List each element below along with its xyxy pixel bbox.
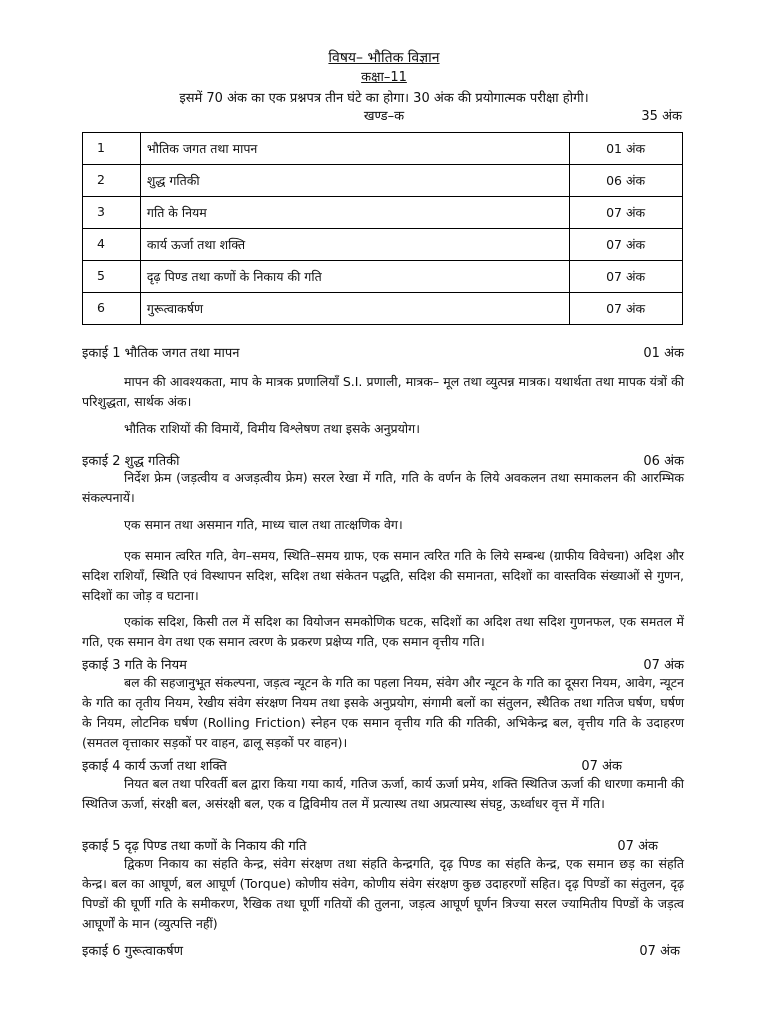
unit-heading-marks: 07 अंक	[639, 944, 680, 959]
unit-2-para-1: निर्देश फ्रेम (जड़त्वीय व अजड़त्वीय फ्रेम) सरल रेखा में गति, गति के वर्णन के लिये अवकलन तथा समाकलन की आरम्भिक संकल्पनायें।	[82, 470, 684, 505]
section-title: खण्ड–क	[363, 109, 405, 124]
unit-number: 5	[83, 261, 141, 293]
unit-heading-marks: 01 अंक	[643, 346, 684, 361]
unit-marks: 07 अंक	[570, 261, 683, 293]
unit-heading-label: इकाई 2 शुद्ध गतिकी	[82, 454, 180, 469]
unit-name: शुद्ध गतिकी	[140, 165, 569, 197]
unit-name: कार्य ऊर्जा तथा शक्ति	[140, 229, 569, 261]
table-row	[83, 293, 683, 325]
unit-1-para-2: भौतिक राशियों की विमायें, विमीय विश्लेषण तथा इसके अनुप्रयोग।	[124, 421, 420, 436]
units-table	[82, 132, 683, 325]
unit-number: 1	[83, 133, 141, 165]
unit-4-para-1: नियत बल तथा परिवर्ती बल द्वारा किया गया कार्य, गतिज ऊर्जा, कार्य ऊर्जा प्रमेय, शक्ति स्थितिज ऊर्जा की धारणा कमानी की स्थितिज ऊर्जा, संरक्षी बल, असंरक्षी बल, एक व द्विविमीय तल में प्रत्यास्थ तथा अप्रत्यास्थ संघट्ट, ऊर्ध्वाधर वृत्त में गति।	[82, 776, 684, 811]
table-row	[83, 229, 683, 261]
unit-name: गति के नियम	[140, 197, 569, 229]
unit-3-para-1: बल की सहजानुभूत संकल्पना, जड़त्व न्यूटन के गति का पहला नियम, संवेग और न्यूटन के गति का दूसरा नियम, आवेग, न्यूटन के गति का तृतीय नियम, रेखीय संवेग संरक्षण नियम तथा इसके अनुप्रयोग, संगामी बलों का संतुलन, स्थैतिक तथा गतिज घर्षण, घर्षण के नियम, लोटनिक घर्षण (Rolling Friction) स्नेहन एक समान वृत्तीय गति की गतिकी, अभिकेन्द्र बल, वृत्तीय गति के उदाहरण (समतल वृत्ताकार सड़कों पर वाहन, ढालू सड़कों पर वाहन)।	[82, 675, 684, 750]
exam-intro: इसमें 70 अंक का एक प्रश्नपत्र तीन घंटे का होगा। 30 अंक की प्रयोगात्मक परीक्षा होगी।	[179, 91, 589, 106]
table-row	[83, 165, 683, 197]
unit-number: 4	[83, 229, 141, 261]
unit-heading-label: इकाई 1 भौतिक जगत तथा मापन	[82, 346, 240, 361]
unit-heading-marks: 07 अंक	[643, 658, 684, 673]
class-title: कक्षा–11	[361, 70, 407, 85]
unit-number: 3	[83, 197, 141, 229]
unit-marks: 06 अंक	[570, 165, 683, 197]
unit-number: 6	[83, 293, 141, 325]
subject-title: विषय– भौतिक विज्ञान	[328, 50, 440, 66]
table-row	[83, 133, 683, 165]
unit-heading-marks: 07 अंक	[581, 759, 622, 774]
unit-name: दृढ़ पिण्ड तथा कणों के निकाय की गति	[140, 261, 569, 293]
unit-5-para-1: द्विकण निकाय का संहति केन्द्र, संवेग संरक्षण तथा संहति केन्द्रगति, दृढ़ पिण्ड का संहति केन्द्र, एक समान छड़ का संहति केन्द्र। बल का आघूर्ण, बल आघूर्ण (Torque) कोणीय संवेग, कोणीय संवेग संरक्षण कुछ उदाहरणों सहित। दृढ़ पिण्डों का संतुलन, दृढ़ पिण्डों की घूर्णी गति के समीकरण, रैखिक तथा घूर्णी गतियों की तुलना, जड़त्व आघूर्ण घूर्णन त्रिज्या सरल ज्यामितीय पिण्डों के जड़त्व आघूर्णों के मान (व्युत्पत्ति नहीं)	[82, 856, 684, 931]
unit-2-para-4: एकांक सदिश, किसी तल में सदिश का वियोजन समकोणिक घटक, सदिशों का अदिश तथा सदिश गुणनफल, एक समतल में गति, एक समान वेग तथा एक समान त्वरण के प्रकरण प्रक्षेप्य गति, एक समान वृत्तीय गति।	[82, 614, 684, 649]
section-marks: 35 अंक	[641, 109, 682, 124]
unit-heading-label: इकाई 5 दृढ़ पिण्ड तथा कणों के निकाय की गति	[82, 839, 307, 854]
unit-2-para-2: एक समान तथा असमान गति, माध्य चाल तथा तात्क्षणिक वेग।	[124, 517, 403, 532]
unit-heading-label: इकाई 6 गुरूत्वाकर्षण	[82, 944, 184, 959]
unit-1-para-1: मापन की आवश्यकता, माप के मात्रक प्रणालियाँ S.I. प्रणाली, मात्रक– मूल तथा व्युत्पन्न मात्रक। यथार्थता तथा मापक यंत्रों की परिशुद्धता, सार्थक अंक।	[82, 374, 684, 409]
unit-2-para-3: एक समान त्वरित गति, वेग–समय, स्थिति–समय ग्राफ, एक समान त्वरित गति के लिये सम्बन्ध (ग्राफीय विवेचना) अदिश और सदिश राशियाँ, स्थिति एवं विस्थापन सदिश, सदिश तथा संकेतन पद्धति, सदिश की समानता, सदिशों का वास्तविक संख्याओं से गुणन, सदिशों का जोड़ व घटाना।	[82, 548, 684, 603]
unit-marks: 07 अंक	[570, 229, 683, 261]
unit-name: गुरूत्वाकर्षण	[140, 293, 569, 325]
table-row	[83, 197, 683, 229]
unit-heading-label: इकाई 4 कार्य ऊर्जा तथा शक्ति	[82, 759, 227, 774]
unit-marks: 07 अंक	[570, 197, 683, 229]
unit-heading-marks: 07 अंक	[617, 839, 658, 854]
table-row	[83, 261, 683, 293]
unit-heading-marks: 06 अंक	[643, 454, 684, 469]
unit-name: भौतिक जगत तथा मापन	[140, 133, 569, 165]
unit-number: 2	[83, 165, 141, 197]
unit-marks: 07 अंक	[570, 293, 683, 325]
unit-heading-label: इकाई 3 गति के नियम	[82, 658, 187, 673]
unit-marks: 01 अंक	[570, 133, 683, 165]
